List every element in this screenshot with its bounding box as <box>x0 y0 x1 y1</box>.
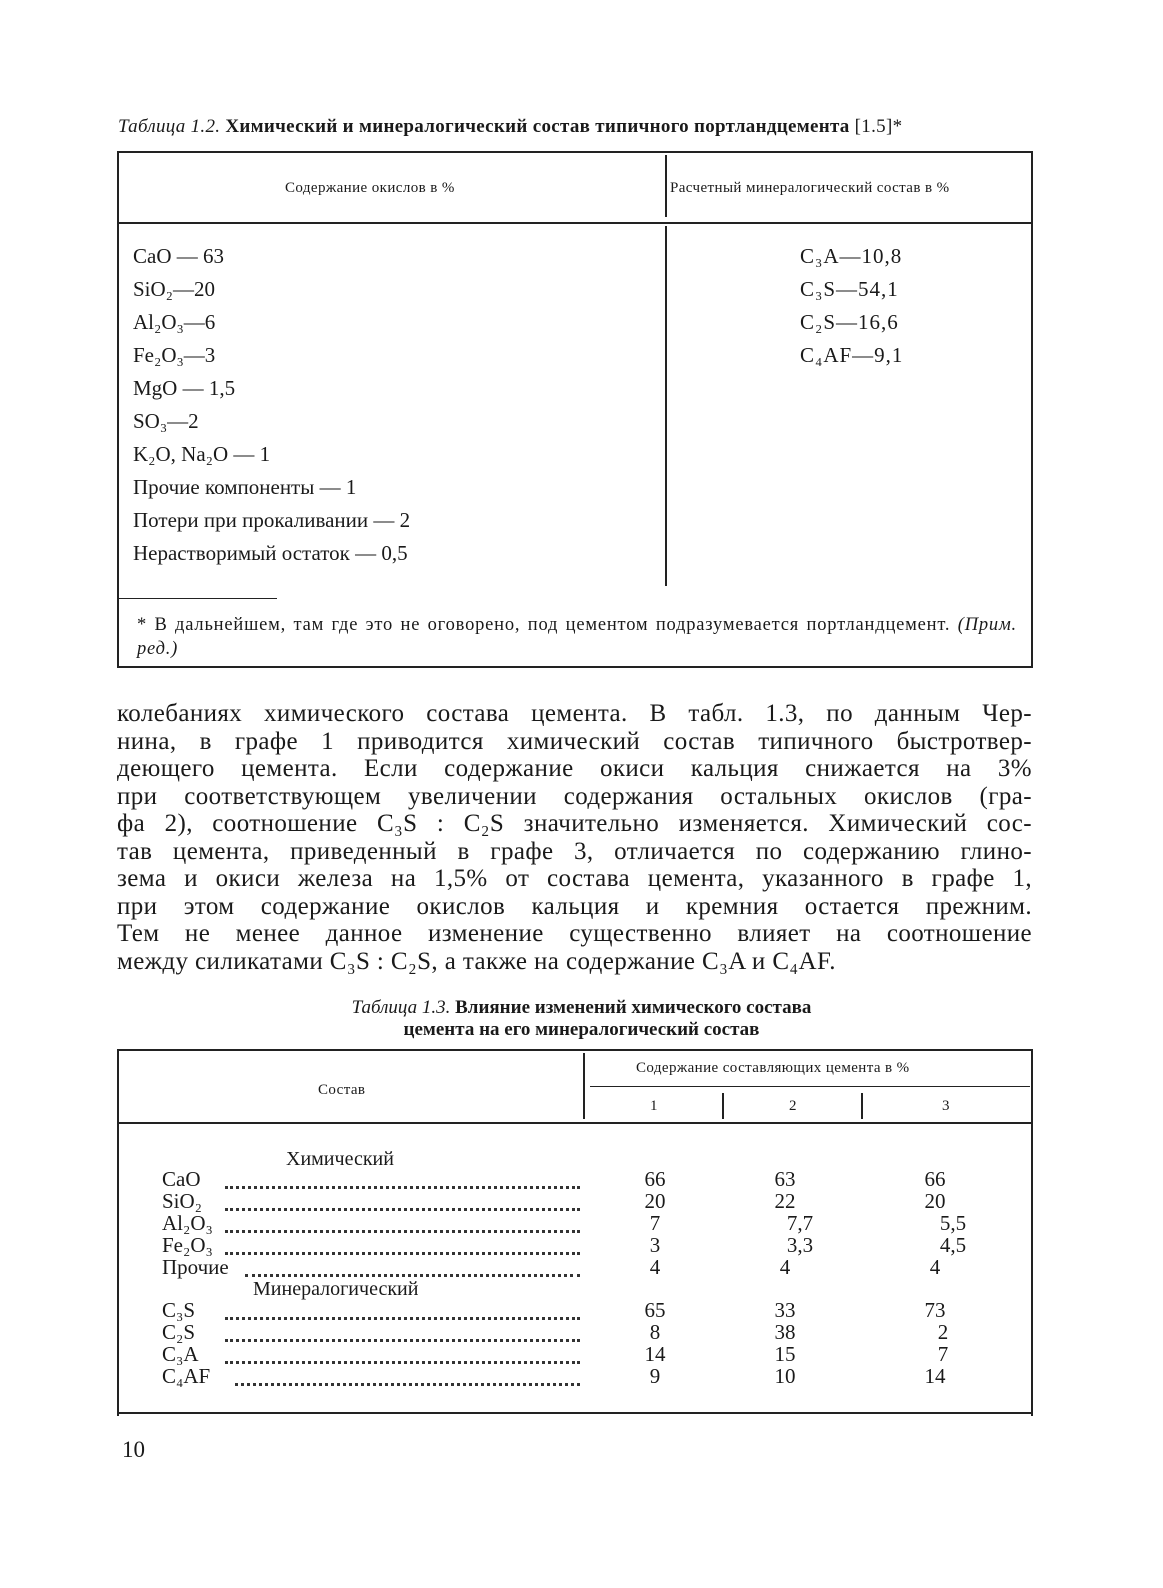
table-1-2-head-minerals: Расчетный минералогический состав в % <box>670 180 950 196</box>
paragraph-line: зема и окиси железа на 1,5% от состава цемента, указанного в графе 1, <box>117 865 1032 892</box>
section-chemical: Химический <box>286 1148 394 1170</box>
table-1-3-col-3: 3 <box>942 1098 950 1114</box>
table-1-3-col-1: 1 <box>650 1098 658 1114</box>
footnote-text: * В дальнейшем, там где это не оговорено, под цементом подразумевается портландцемент. <box>137 615 951 635</box>
table-1-3-right-border <box>1031 1049 1033 1416</box>
dot-leader <box>225 1339 580 1342</box>
table-1-2-body-divider <box>665 226 667 586</box>
table-1-3-bottom-rule <box>117 1412 1032 1414</box>
paragraph-line: при этом содержание окислов кальция и кремния остается прежним. <box>117 892 1032 920</box>
cell-sio2-2: 22 <box>774 1189 796 1213</box>
row-label-sio2: SiO₂ <box>162 1189 203 1213</box>
cell-al2o3-1: 7 <box>649 1211 661 1235</box>
oxide-row-fe2o3: Fe₂O₃—3 <box>133 343 216 367</box>
cell-c3s-2: 33 <box>774 1298 796 1322</box>
table-1-3-left-border <box>117 1049 119 1416</box>
cell-c3s-3: 73 <box>924 1298 946 1322</box>
cell-c4af-3: 14 <box>924 1364 946 1388</box>
cell-sio2-1: 20 <box>644 1189 666 1213</box>
table-1-2-bottom-rule <box>117 666 1033 668</box>
paragraph-line: колебаниях химического состава цемента. В табл. 1.3, по данным Чер- <box>117 700 1032 727</box>
oxide-list <box>133 240 410 570</box>
oxide-row-mgo: MgO — 1,5 <box>133 376 236 400</box>
table-1-2-left-border <box>117 151 119 668</box>
footnote-rule <box>117 598 277 599</box>
cell-al2o3-3: 5,5 <box>939 1211 967 1235</box>
cell-c2s-1: 8 <box>649 1320 661 1344</box>
table-1-2-ref: [1.5]* <box>854 116 903 137</box>
dot-leader <box>225 1252 580 1255</box>
cell-c3a-2: 15 <box>774 1342 796 1366</box>
row-label-c4af: C₄AF <box>162 1364 211 1388</box>
oxide-row-insoluble: Нерастворимый остаток — 0,5 <box>133 541 408 565</box>
section-mineralogical: Минералогический <box>253 1278 419 1300</box>
oxide-row-al2o3: Al₂O₃—6 <box>133 310 216 334</box>
mineral-row-c3s: C₃S—54,1 <box>800 277 899 301</box>
table-1-3-title-line2: цемента на его минералогический состав <box>403 1019 760 1040</box>
row-label-c3a: C₃A <box>162 1342 199 1366</box>
table-1-2-label: Таблица 1.2. <box>118 116 221 137</box>
row-label-c3s: C₃S <box>162 1298 196 1322</box>
table-1-3-top-rule <box>117 1049 1032 1051</box>
dot-leader <box>235 1383 580 1386</box>
row-label-cao: CaO <box>162 1167 201 1191</box>
cell-c3a-1: 14 <box>644 1342 666 1366</box>
table-1-2-footnote <box>137 613 1017 661</box>
table-1-2-head-oxides: Содержание окислов в % <box>285 180 455 196</box>
table-1-2-top-rule <box>117 151 1033 153</box>
cell-al2o3-2: 7,7 <box>786 1211 814 1235</box>
cell-c3s-1: 65 <box>644 1298 666 1322</box>
table-1-3-col-2: 2 <box>789 1098 797 1114</box>
dot-leader <box>225 1186 580 1189</box>
oxide-row-cao: CaO — 63 <box>133 244 224 268</box>
mineral-row-c2s: C₂S—16,6 <box>800 310 899 334</box>
cell-c4af-2: 10 <box>774 1364 796 1388</box>
mineral-list <box>800 240 903 372</box>
table-1-2-head-rule <box>117 222 1033 224</box>
paragraph-line: нина, в графе 1 приводится химический состав типичного быстротвер- <box>117 727 1032 755</box>
oxide-row-sio2: SiO₂—20 <box>133 277 216 301</box>
table-1-3-head-group: Содержание составляющих цемента в % <box>636 1060 910 1076</box>
paragraph-line: между силикатами C₃S : C₂S, а также на содержание C₃A и C₄AF. <box>117 947 836 975</box>
cell-sio2-3: 20 <box>924 1189 946 1213</box>
table-1-3-title-line1: Влияние изменений химического состава <box>455 997 812 1018</box>
cell-cao-1: 66 <box>644 1167 666 1191</box>
paragraph-line: тав цемента, приведенный в графе 3, отличается по содержанию глино- <box>117 837 1032 865</box>
dot-leader <box>225 1317 580 1320</box>
footnote-note: (Прим. ред.) <box>137 615 1017 659</box>
paragraph-line: фа 2), соотношение C₃S : C₂S значительно изменяется. Химический сос- <box>117 810 1032 837</box>
cell-cao-2: 63 <box>774 1167 796 1191</box>
cell-fe2o3-1: 3 <box>649 1233 661 1257</box>
dot-leader <box>225 1230 580 1233</box>
table-1-3-head-composition: Состав <box>318 1082 366 1098</box>
table-1-3-label: Таблица 1.3. <box>351 997 451 1018</box>
cell-fe2o3-2: 3,3 <box>786 1233 814 1257</box>
cell-c3a-3: 7 <box>937 1342 949 1366</box>
cell-c4af-1: 9 <box>649 1364 661 1388</box>
table-1-3-group-rule <box>590 1086 1030 1087</box>
oxide-row-loss: Потери при прокаливании — 2 <box>133 508 411 532</box>
oxide-row-alkali: K₂O, Na₂O — 1 <box>133 442 271 466</box>
oxide-row-so3: SO₃—2 <box>133 409 199 433</box>
row-label-c2s: C₂S <box>162 1320 196 1344</box>
dot-leader <box>225 1361 580 1364</box>
body-paragraph <box>117 700 1032 975</box>
mineral-row-c3a: C₃A—10,8 <box>800 244 903 268</box>
table-1-2-right-border <box>1031 151 1033 668</box>
table-1-3-caption <box>0 997 1163 1041</box>
cell-other-1: 4 <box>649 1255 661 1279</box>
table-1-3-head-divider <box>583 1053 585 1119</box>
table-1-3-col-divider-2 <box>861 1093 863 1119</box>
cell-other-2: 4 <box>779 1255 791 1279</box>
table-1-2-caption <box>118 116 902 138</box>
cell-c2s-2: 38 <box>774 1320 796 1344</box>
paragraph-line: Тем не менее данное изменение существенно влияет на соотношение <box>117 920 1032 947</box>
cell-other-3: 4 <box>929 1255 941 1279</box>
paragraph-line: деющего цемента. Если содержание окиси кальция снижается на 3% <box>117 755 1032 782</box>
cell-cao-3: 66 <box>924 1167 946 1191</box>
oxide-row-other: Прочие компоненты — 1 <box>133 475 357 499</box>
dot-leader <box>225 1208 580 1211</box>
dot-leader <box>245 1274 580 1277</box>
paragraph-line: при соответствующем увеличении содержания остальных окислов (гра- <box>117 782 1032 810</box>
table-1-3-head-rule <box>117 1122 1032 1124</box>
cell-c2s-3: 2 <box>937 1320 949 1344</box>
table-1-2-head-divider <box>665 155 667 217</box>
table-1-2-title: Химический и минералогический состав типичного портландцемента <box>225 116 850 137</box>
row-label-fe2o3: Fe₂O₃ <box>162 1233 213 1257</box>
page-number: 10 <box>122 1437 145 1462</box>
mineral-row-c4af: C₄AF—9,1 <box>800 343 904 367</box>
row-label-al2o3: Al₂O₃ <box>162 1211 213 1235</box>
row-label-other: Прочие <box>162 1255 229 1279</box>
table-1-3-col-divider-1 <box>722 1093 724 1119</box>
cell-fe2o3-3: 4,5 <box>939 1233 967 1257</box>
